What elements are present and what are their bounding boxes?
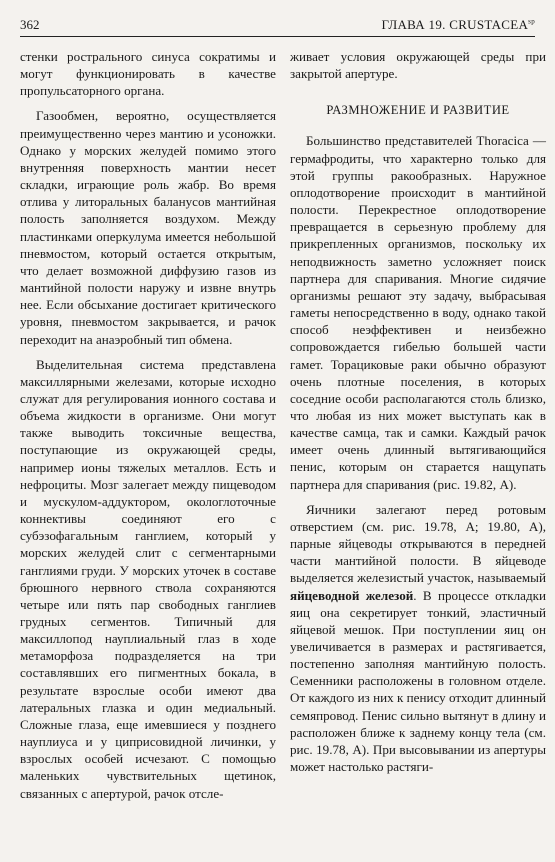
page-number: 362 — [20, 17, 40, 32]
paragraph: Большинство представителей Thoracica — гермафродиты, что характерно только для этой группы ракообразных. Наружное оплодотворение происходит в мантийной полости. Перекрестное оплодотворение превращается в серьезную проблему для прикрепленных организмов, поскольку их неподвижность заметно усложняет поиск партнера для спаривания. Многие сидячие организмы решают эту задачу, выбрасывая гаметы непосредственно в воду, однако такой способ неэффективен и неизбежно сопровождается гибелью большей части гамет. Торациковые раки обычно образуют очень плотные поселения, в которых соседние особи располагаются столь близко, что любая из них может выступать как в качестве самца, так и самки. Каждый рачок имеет очень длинный вытягивающийся пенис, которым он старается нащупать партнера для спаривания (рис. 19.82, А). — [290, 133, 546, 492]
paragraph: Выделительная система представлена максиллярными железами, которые исходно служат для регулирования ионного состава и объема жидкости в организме. Они могут также выводить токсичные вещества, поступающие из окружающей среды, например ионы тяжелых металлов. Есть и нефроциты. Мозг залегает между пищеводом и мускулом-аддуктором, окологлоточные коннективы соединяют его с субэзофагальным ганглием, который у морских желудей слит с сегментарными ганглиями груди. У морских уточек в составе брюшного нервного ствола сохраняются четыре или пять пар свободных ганглиев грудных сегментов. Типичный для максиллопод науплиальный глаз в ходе метаморфоза подразделяется на три составлявших его пигментных бокала, в результате взрослые особи имеют два латеральных глазка и один медиальный. Сложные глаза, еще имевшиеся у позднего науплиуса и у циприсовидной личинки, у взрослых особей исчезают. С помощью маленьких чувствительных щетинок, связанных с апертурой, рачок отсле- — [20, 356, 276, 801]
paragraph: Газообмен, вероятно, осуществляется преимущественно через мантию и усоножки. Однако у морских желудей помимо этого внутренняя поверхность мантии несет складки, играющие роль жабр. Во время отлива у литоральных баланусов мантийная полость заполняется воздухом. Между пластинками оперкулума имеется небольшой пневмостом, который остается открытым, что делает возможной диффузию газов из мантийной полости наружу и извне внутрь нее. Если обсыхание достигает критического уровня, пневмостом закрывается, и рачок переходит на анаэробный тип обмена. — [20, 108, 276, 347]
paragraph-text: . В процессе откладки яиц она секретирует тонкий, эластичный яйцевой мешок. При поступлении яиц он увеличивается в размерах и растягивается, постепенно заполняя мантийную полость. Семенники расположены в головном отделе. От каждого из них к пенису отходит длинный семяпровод. Пенис сильно вытянут в длину и расположен ближе к заднему концу тела (см. рис. 19.78, А). При высовывании из апертуры может настолько растяги- — [290, 587, 546, 775]
chapter-title — [381, 17, 535, 33]
paragraph: живает условия окружающей среды при закрытой апертуре. — [290, 49, 546, 82]
term-bold: яйцеводной железой — [290, 587, 414, 603]
chapter-title-superscript: sp — [528, 17, 535, 26]
paragraph — [290, 501, 546, 776]
left-column — [20, 48, 276, 802]
section-heading: РАЗМНОЖЕНИЕ И РАЗВИТИЕ — [326, 103, 510, 118]
chapter-title-text: ГЛАВА 19. CRUSTACEA — [381, 17, 529, 32]
paragraph-text: Яичники залегают перед ротовым отверстием (см. рис. 19.78, А; 19.80, А), парные яйцеводы открываются в передней части мантийной полости. В яйцеводе выделяется железистый участок, называемый — [290, 501, 546, 586]
right-column — [290, 48, 546, 775]
running-header — [20, 14, 535, 37]
paragraph: стенки рострального синуса сократимы и могут функционировать в качестве пропульсаторного органа. — [20, 49, 276, 99]
